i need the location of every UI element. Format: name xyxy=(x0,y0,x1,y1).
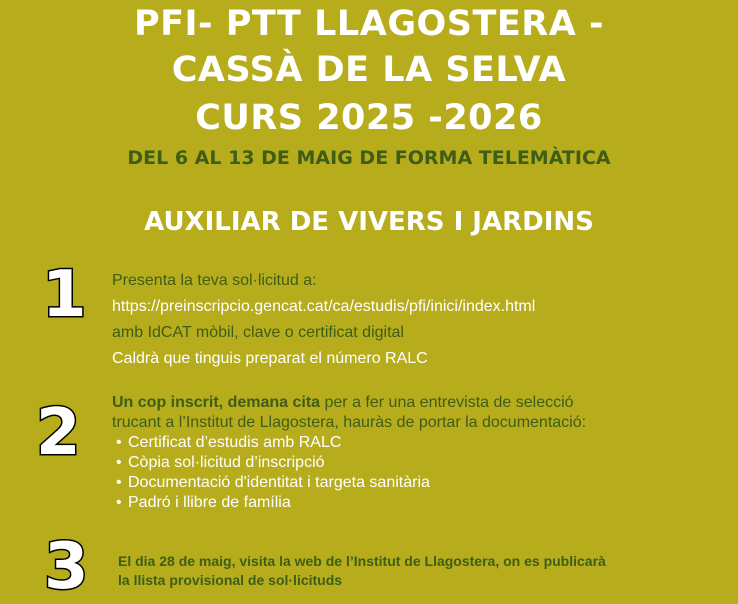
step-3-line-1: El dia 28 de maig, visita la web de l’Institut de Llagostera, on es publicarà xyxy=(118,553,606,569)
document-item: • Certificat d’estudis amb RALC xyxy=(112,433,586,453)
step-2-lead-rest: per a fer una entrevista de selecció xyxy=(320,394,574,411)
step-3-block xyxy=(118,552,606,590)
title-line-1: PFI- PTT LLAGOSTERA - xyxy=(133,4,605,44)
preinscription-link[interactable]: https://preinscripcio.gencat.cat/ca/estudis/pfi/inici/index.html xyxy=(112,298,536,315)
document-item: • Padró i llibre de família xyxy=(112,493,586,513)
course-name: AUXILIAR DE VIVERS I JARDINS xyxy=(144,207,594,237)
step-1-id-methods: amb IdCAT mòbil, clave o certificat digital xyxy=(112,324,404,341)
document-item: • Còpia sol·licitud d’inscripció xyxy=(112,453,586,473)
step-2-line-1 xyxy=(112,393,586,413)
step-2-line-2: trucant a l’Institut de Llagostera, hauràs de portar la documentació: xyxy=(112,414,587,431)
step-1-ralc-note: Caldrà que tinguis preparat el número RALC xyxy=(112,350,428,367)
step-1-block xyxy=(112,268,535,372)
step-1-intro: Presenta la teva sol·licitud a: xyxy=(112,272,317,289)
registration-dates: DEL 6 AL 13 DE MAIG DE FORMA TELEMÀTICA xyxy=(127,147,611,169)
step-3-number: 3 xyxy=(44,530,89,604)
step-2-block xyxy=(112,393,586,513)
title-line-3: CURS 2025 -2026 xyxy=(195,98,543,138)
step-2-lead-bold: Un cop inscrit, demana cita xyxy=(112,394,321,411)
document-item: • Documentació d'identitat i targeta sanitària xyxy=(112,473,586,493)
step-1-number: 1 xyxy=(42,258,87,332)
step-3-line-2: la llista provisional de sol·licituds xyxy=(118,572,343,588)
step-2-number: 2 xyxy=(36,396,81,470)
documents-list xyxy=(112,433,586,513)
title-line-2: CASSÀ DE LA SELVA xyxy=(171,50,567,90)
